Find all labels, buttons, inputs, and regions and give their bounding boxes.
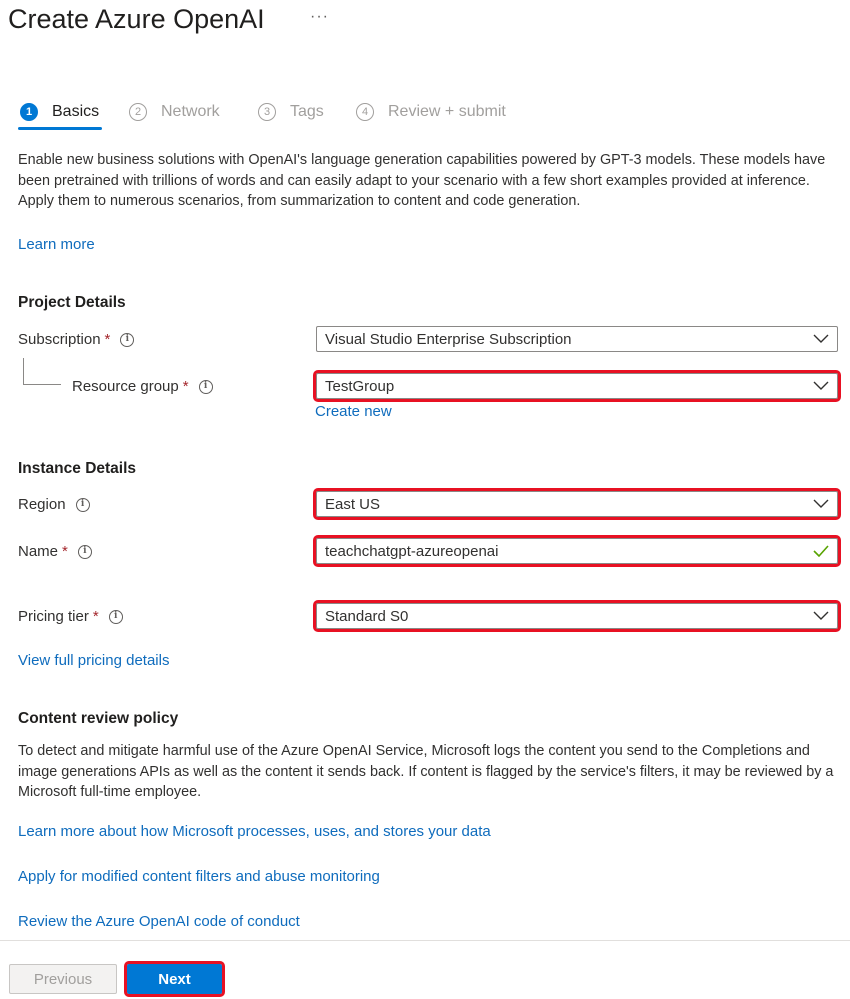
- step-number-icon: 3: [258, 103, 276, 121]
- name-label-text: Name: [18, 543, 59, 560]
- resource-group-label: [72, 378, 213, 395]
- name-input[interactable]: [316, 538, 838, 564]
- step-number-icon: 2: [129, 103, 147, 121]
- more-options-icon[interactable]: ···: [310, 8, 329, 25]
- tab-label: Review + submit: [388, 103, 506, 120]
- region-label-text: Region: [18, 496, 66, 513]
- subscription-label-text: Subscription: [18, 331, 101, 348]
- next-button[interactable]: Next: [127, 964, 222, 994]
- tree-connector: [23, 358, 24, 384]
- content-review-description: To detect and mitigate harmful use of the Azure OpenAI Service, Microsoft logs the content you send to the Completions and image generations APIs as well as the content it sends back. If content is flagged by the service's filters, it may be reviewed by a Microsoft full-time employee.: [18, 743, 834, 800]
- step-number-icon: 1: [20, 103, 38, 121]
- region-dropdown[interactable]: [316, 491, 838, 517]
- required-asterisk: *: [182, 378, 189, 395]
- tab-label: Basics: [52, 103, 100, 120]
- active-tab-indicator: [18, 127, 102, 130]
- subscription-dropdown[interactable]: [316, 326, 838, 352]
- info-icon[interactable]: i: [120, 333, 134, 347]
- tab-network[interactable]: [129, 103, 220, 121]
- name-value: teachchatgpt-azureopenai: [325, 542, 499, 560]
- tab-basics[interactable]: [20, 103, 99, 121]
- content-review-heading: Content review policy: [18, 710, 179, 727]
- chevron-down-icon: [813, 334, 829, 344]
- tab-label: Tags: [290, 103, 324, 120]
- region-value: East US: [325, 495, 381, 513]
- tab-review-submit[interactable]: [356, 103, 506, 121]
- learn-more-link[interactable]: Learn more: [18, 236, 95, 253]
- code-of-conduct-link[interactable]: Review the Azure OpenAI code of conduct: [18, 913, 300, 930]
- view-pricing-link[interactable]: View full pricing details: [18, 652, 170, 669]
- pricing-tier-value: Standard S0: [325, 607, 409, 625]
- intro-description: Enable new business solutions with OpenAI's language generation capabilities powered by GPT-3 models. These models have been pretrained with trillions of words and can easily adapt to your scenario with a few short examples provided at inference. Apply them to numerous scenarios, from summarization to content and code generation.: [18, 152, 826, 209]
- resource-group-value: TestGroup: [325, 377, 395, 395]
- pricing-tier-label-text: Pricing tier: [18, 608, 89, 625]
- chevron-down-icon: [813, 611, 829, 621]
- tree-connector: [23, 384, 61, 385]
- data-usage-link[interactable]: Learn more about how Microsoft processes, uses, and stores your data: [18, 823, 491, 840]
- resource-group-label-text: Resource group: [72, 378, 179, 395]
- tab-label: Network: [161, 103, 220, 120]
- region-label: [18, 496, 90, 513]
- subscription-label: [18, 331, 134, 348]
- step-number-icon: 4: [356, 103, 374, 121]
- info-icon[interactable]: i: [109, 610, 123, 624]
- footer-divider: [0, 940, 850, 941]
- required-asterisk: *: [62, 543, 68, 560]
- page-title: Create Azure OpenAI: [8, 4, 265, 34]
- info-icon[interactable]: i: [78, 545, 92, 559]
- info-icon[interactable]: i: [199, 380, 213, 394]
- subscription-value: Visual Studio Enterprise Subscription: [325, 330, 572, 348]
- required-asterisk: *: [92, 608, 99, 625]
- instance-details-heading: Instance Details: [18, 460, 137, 477]
- content-filters-link[interactable]: Apply for modified content filters and abuse monitoring: [18, 868, 380, 885]
- pricing-tier-dropdown[interactable]: [316, 603, 838, 629]
- name-label: [18, 543, 92, 560]
- project-details-heading: Project Details: [18, 294, 126, 311]
- info-icon[interactable]: i: [76, 498, 90, 512]
- required-asterisk: *: [104, 331, 111, 348]
- chevron-down-icon: [813, 499, 829, 509]
- tab-tags[interactable]: [258, 103, 324, 121]
- chevron-down-icon: [813, 381, 829, 391]
- pricing-tier-label: [18, 608, 123, 625]
- checkmark-icon: [813, 545, 829, 557]
- resource-group-dropdown[interactable]: [316, 373, 838, 399]
- previous-button[interactable]: Previous: [9, 964, 117, 994]
- create-new-link[interactable]: Create new: [315, 403, 392, 420]
